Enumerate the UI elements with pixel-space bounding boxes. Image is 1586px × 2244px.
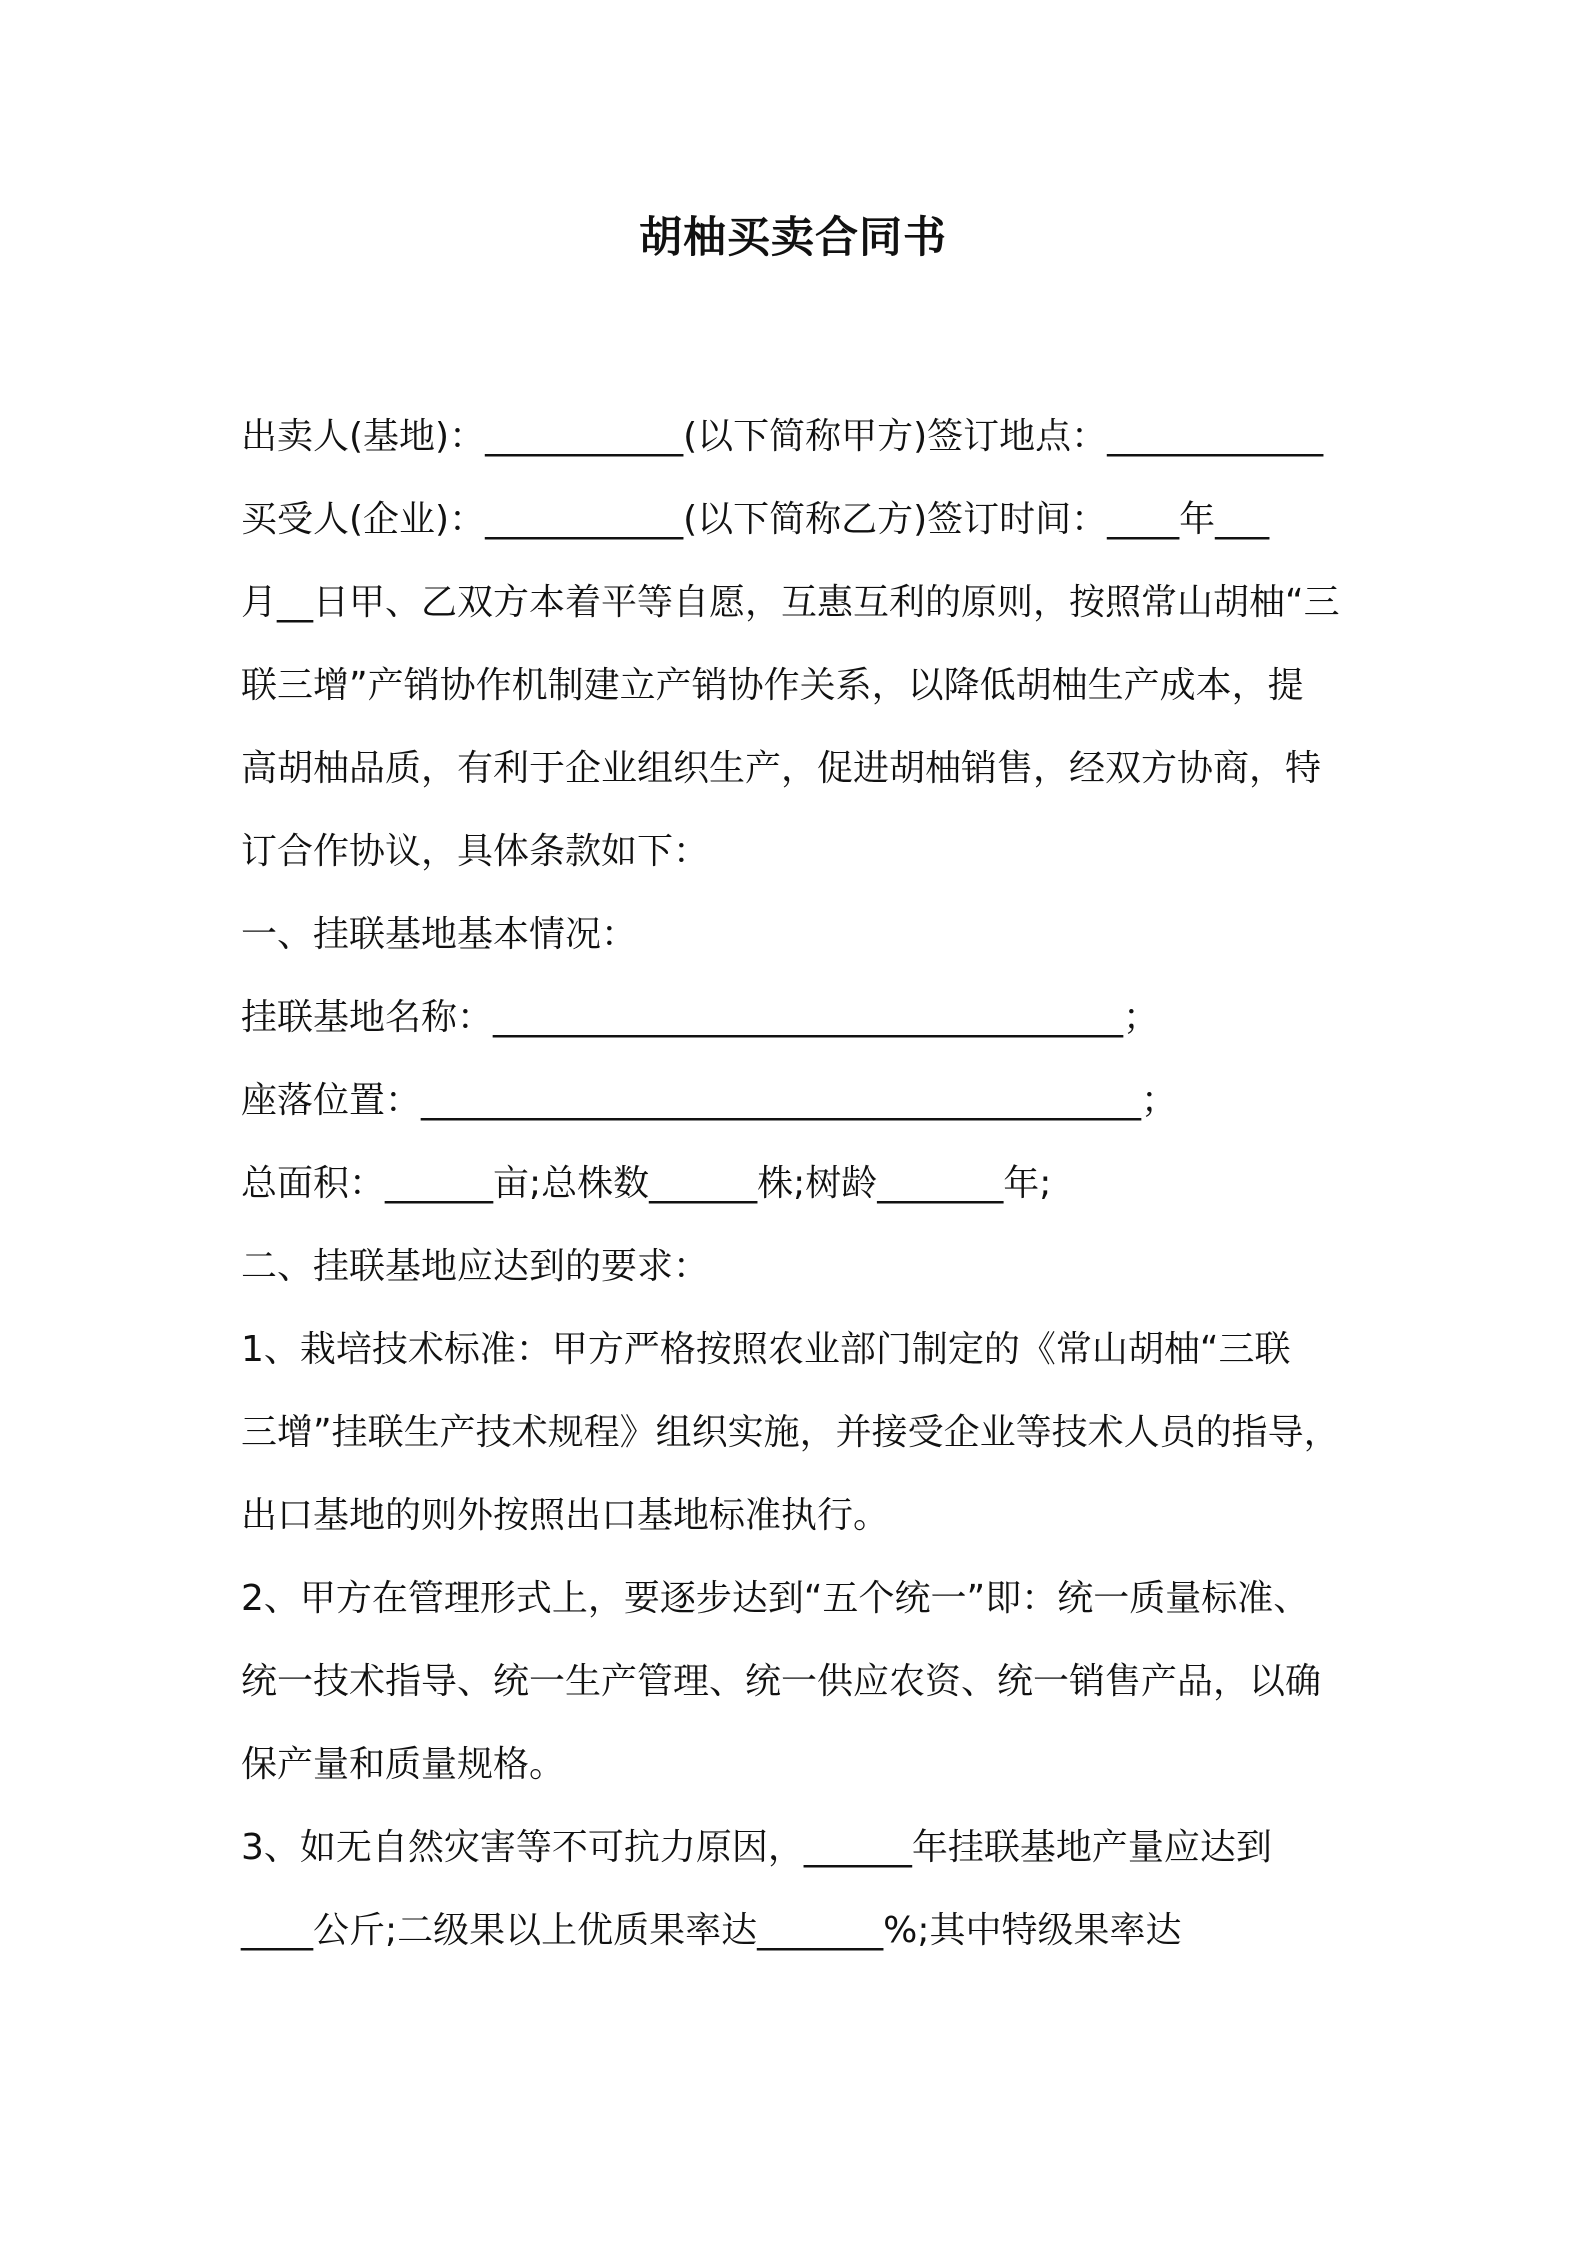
field-location: 座落位置：________________________________________； — [241, 1080, 1178, 1121]
clause-2-line-3: 保产量和质量规格。 — [241, 1744, 566, 1785]
contract-line-intro-2: 高胡柚品质，有利于企业组织生产，促进胡柚销售，经双方协商，特 — [241, 748, 1322, 789]
clause-3-line-1: 3、如无自然灾害等不可抗力原因，______年挂联基地产量应达到 — [241, 1827, 1272, 1868]
contract-line-seller: 出卖人(基地)：___________(以下简称甲方)签订地点：____________ — [241, 416, 1324, 457]
section-heading-base-info: 一、挂联基地基本情况： — [241, 914, 638, 955]
contract-line-date: 月__日甲、乙双方本着平等自愿，互惠互利的原则，按照常山胡柚“三 — [241, 582, 1340, 623]
clause-2-line-2: 统一技术指导、统一生产管理、统一供应农资、统一销售产品，以确 — [241, 1661, 1322, 1702]
contract-line-buyer: 买受人(企业)：___________(以下简称乙方)签订时间：____年___ — [241, 499, 1270, 540]
clause-1-line-2: 三增”挂联生产技术规程》组织实施，并接受企业等技术人员的指导， — [241, 1412, 1340, 1453]
document-title: 胡柚买卖合同书 — [639, 213, 947, 263]
contract-line-intro-1: 联三增”产销协作机制建立产销协作关系，以降低胡柚生产成本，提 — [241, 665, 1304, 706]
clause-2-line-1: 2、甲方在管理形式上，要逐步达到“五个统一”即：统一质量标准、 — [241, 1578, 1310, 1619]
section-heading-requirements: 二、挂联基地应达到的要求： — [241, 1246, 710, 1287]
clause-1-line-3: 出口基地的则外按照出口基地标准执行。 — [241, 1495, 890, 1536]
contract-line-intro-3: 订合作协议，具体条款如下： — [241, 831, 710, 872]
clause-3-line-2: ____公斤;二级果以上优质果率达_______%;其中特级果率达 — [241, 1910, 1182, 1951]
field-area-trees-age: 总面积：______亩;总株数______株;树龄_______年; — [241, 1163, 1052, 1204]
clause-1-line-1: 1、栽培技术标准：甲方严格按照农业部门制定的《常山胡柚“三联 — [241, 1329, 1291, 1370]
field-base-name: 挂联基地名称：___________________________________； — [241, 997, 1160, 1038]
